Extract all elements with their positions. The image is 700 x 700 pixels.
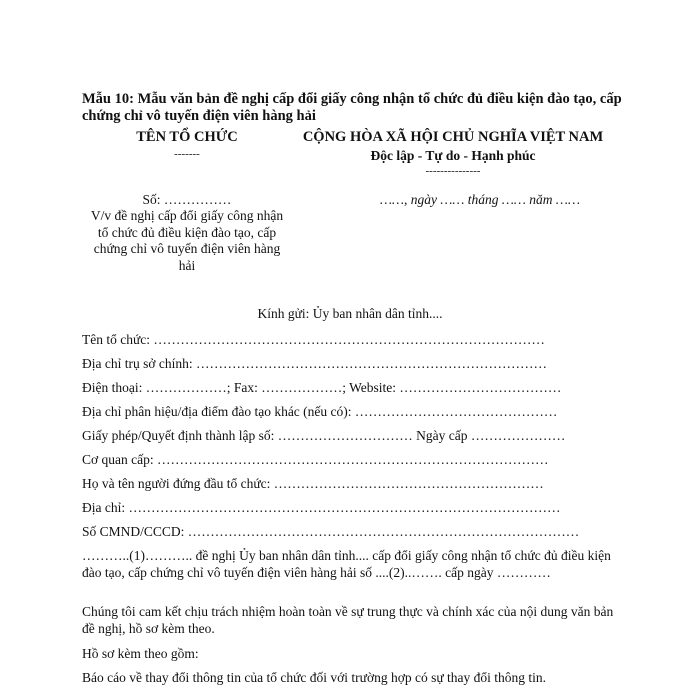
attachments-heading: Hồ sơ kèm theo gồm:: [82, 646, 199, 661]
field-address: Địa chỉ: ……………………………………………………………………………………: [82, 500, 561, 515]
commitment-paragraph: Chúng tôi cam kết chịu trách nhiệm hoàn toàn về sự trung thực và chính xác của nội dung văn bản đề nghị, hồ sơ kèm theo.: [82, 604, 614, 636]
motto-divider: ---------------: [425, 165, 481, 177]
document-number: Số: ……………: [142, 192, 232, 207]
field-head-name: Họ và tên người đứng đầu tổ chức: ……………………………………………………: [82, 476, 544, 491]
form-title: Mẫu 10: Mẫu văn bản đề nghị cấp đổi giấy công nhận tổ chức đủ điều kiện đào tạo, cấp chứng chỉ vô tuyến điện viên hàng hải: [82, 91, 622, 124]
request-paragraph: ………..(1)……….. đề nghị Ủy ban nhân dân tỉnh.... cấp đổi giấy công nhận tổ chức đủ điều kiện đào tạo, cấp chứng chỉ vô tuyến điện viên hàng hải số ....(2)..……. cấp ngày …………: [82, 548, 611, 580]
field-license: Giấy phép/Quyết định thành lập số: ………………………… Ngày cấp …………………: [82, 428, 566, 443]
field-contact: Điện thoại: ………………; Fax: ………………; Website: ………………………………: [82, 380, 562, 395]
recipient-line: Kính gửi: Ủy ban nhân dân tỉnh....: [257, 306, 443, 321]
attachment-item: Báo cáo về thay đổi thông tin của tổ chức đối với trường hợp có sự thay đổi thông tin.: [82, 670, 547, 685]
field-issuing-agency: Cơ quan cấp: ……………………………………………………………………………: [82, 452, 549, 467]
organization-name: TÊN TỔ CHỨC: [136, 129, 238, 145]
national-motto: Độc lập - Tự do - Hạnh phúc: [370, 148, 536, 163]
document-date: ……, ngày …… tháng …… năm ……: [380, 192, 580, 207]
field-id-number: Số CMND/CCCD: ……………………………………………………………………………: [82, 524, 580, 539]
organization-divider: -------: [174, 148, 200, 160]
field-head-office: Địa chỉ trụ sở chính: ……………………………………………………………………: [82, 356, 547, 371]
national-title: CỘNG HÒA XÃ HỘI CHỦ NGHĨA VIỆT NAM: [302, 129, 604, 145]
field-branch-address: Địa chỉ phân hiệu/địa điểm đào tạo khác (nếu có): ………………………………………: [82, 404, 558, 419]
field-org-name: Tên tổ chức: ……………………………………………………………………………: [82, 332, 545, 347]
document-subject: V/v đề nghị cấp đổi giấy công nhận tổ chức đủ điều kiện đào tạo, cấp chứng chỉ vô tuyến điện viên hàng hải: [90, 208, 284, 273]
